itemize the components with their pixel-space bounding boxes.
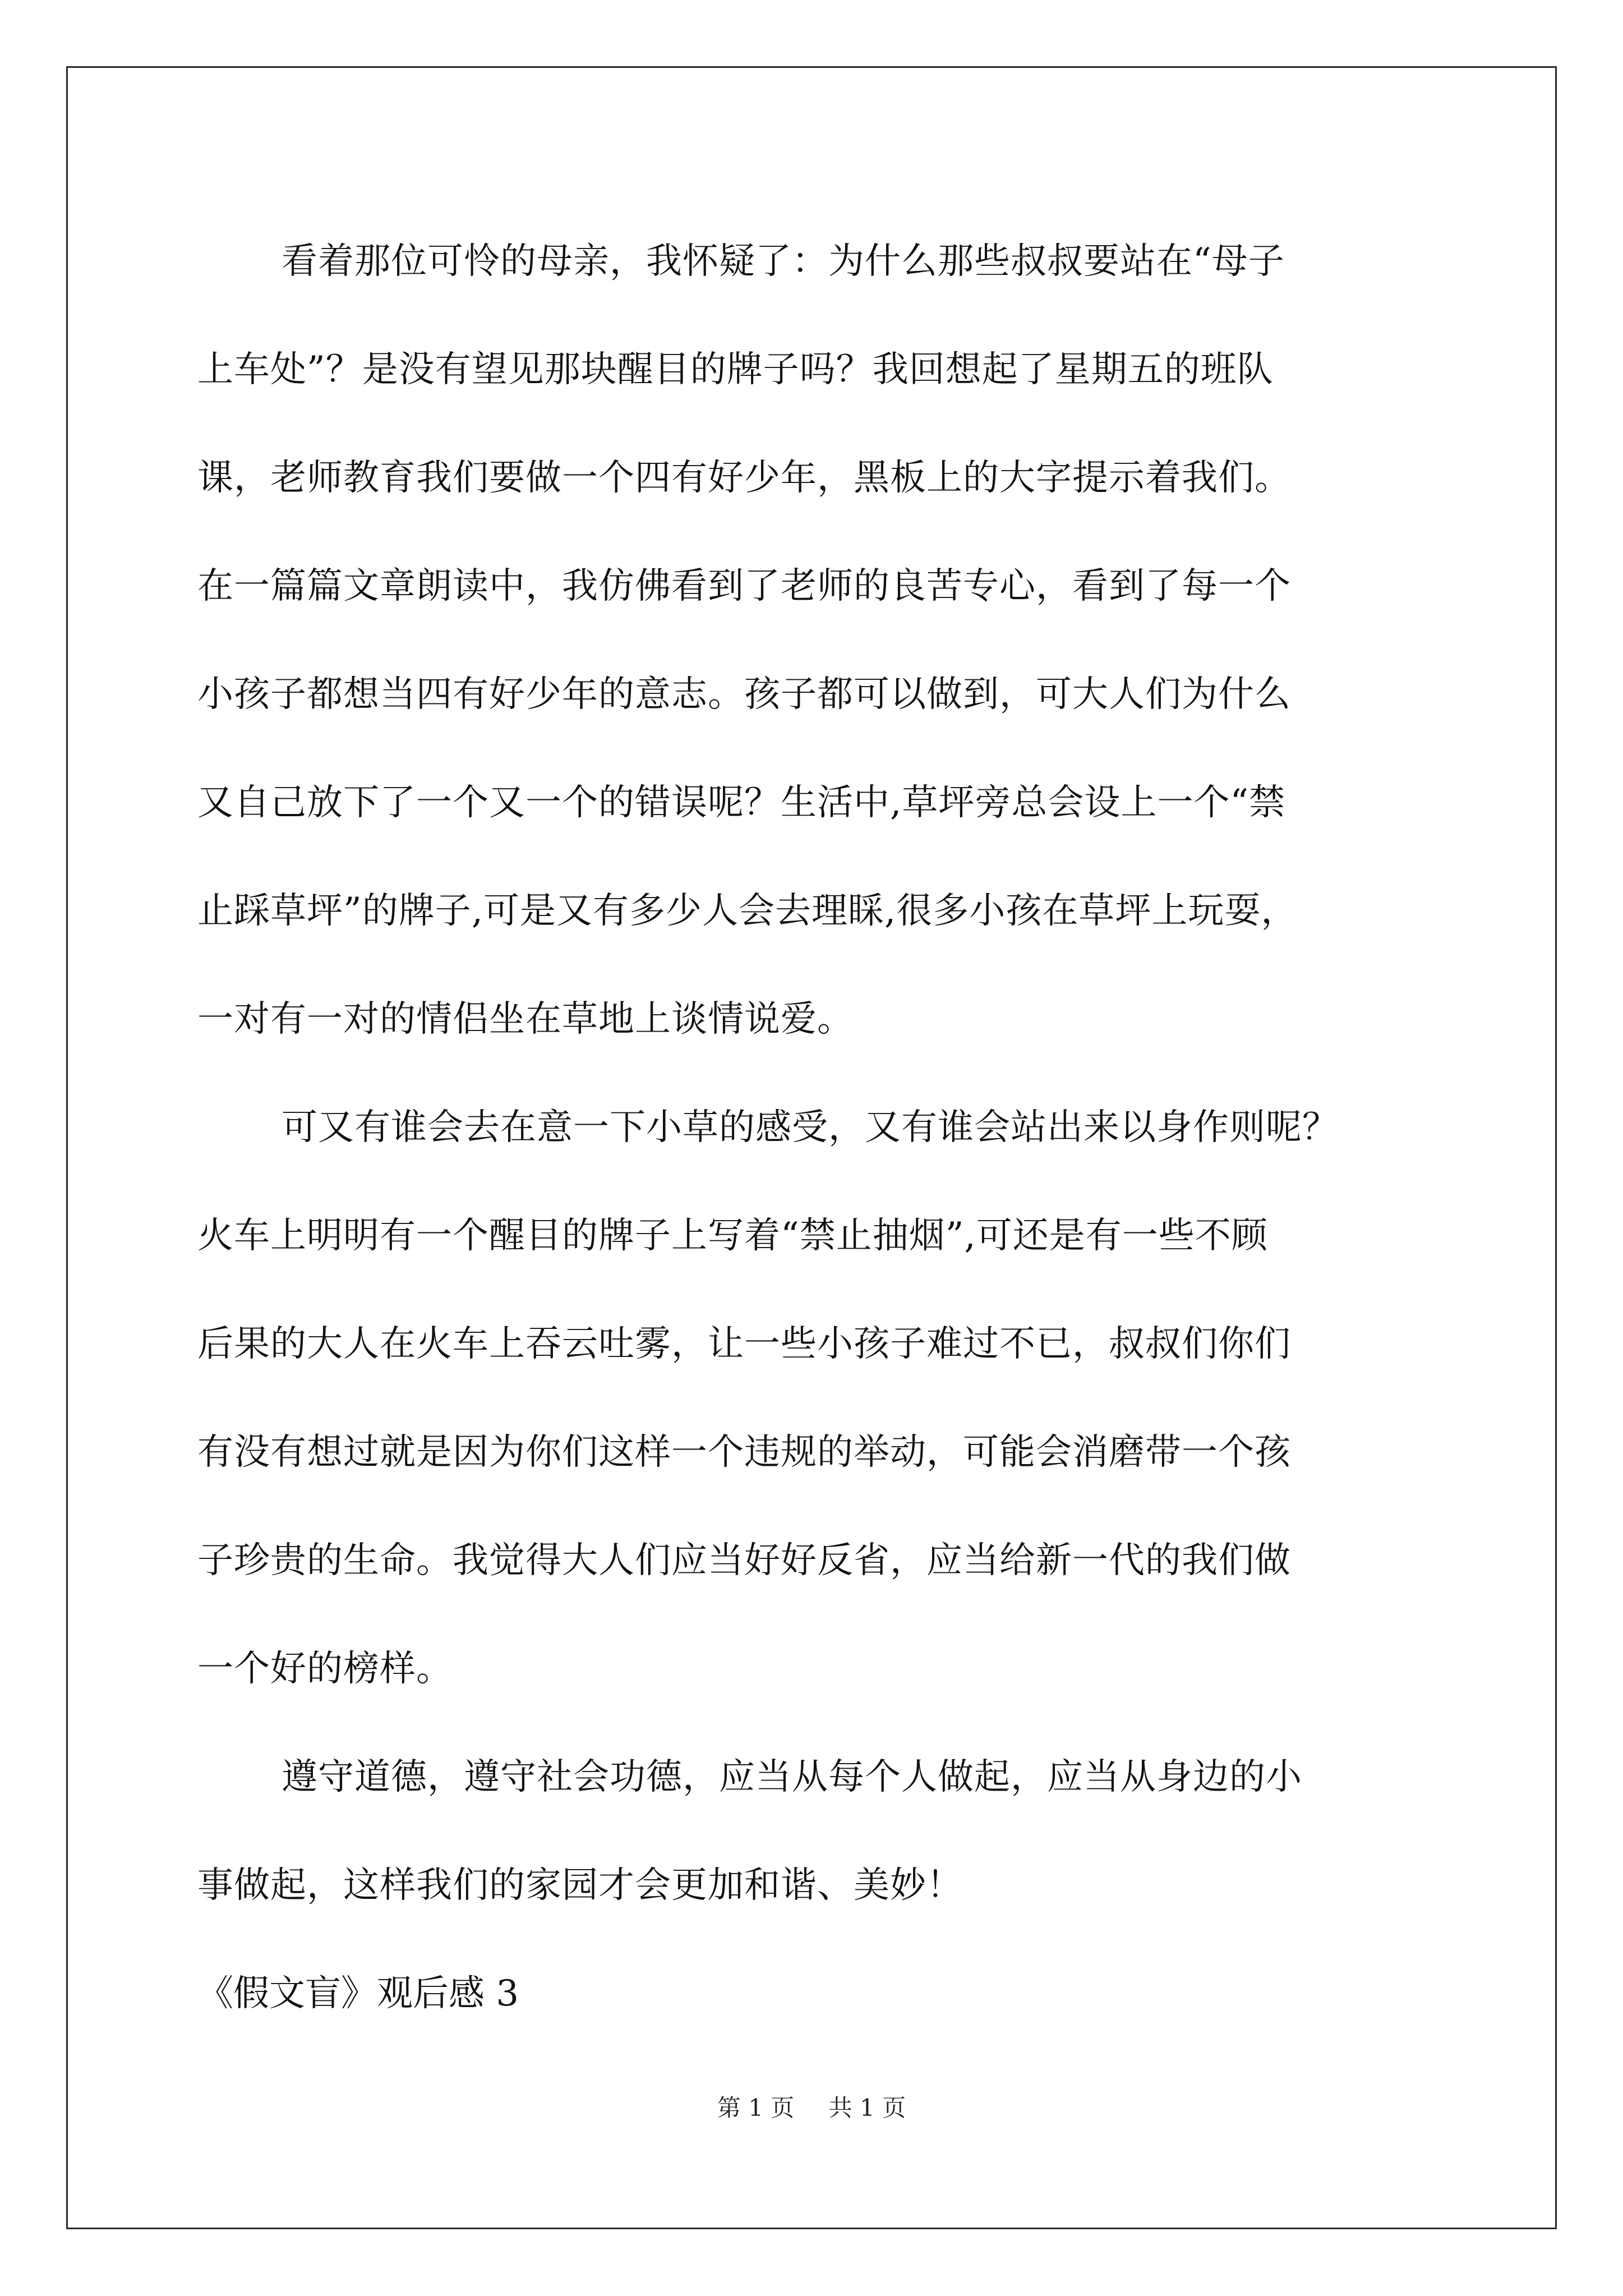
text-line: 后果的大人在火车上吞云吐雾，让一些小孩子难过不已，叔叔们你们 [197, 1323, 1291, 1365]
text-line: 课，老师教育我们要做一个四有好少年，黑板上的大字提示着我们。 [197, 457, 1291, 499]
text-line: 一对有一对的情侣坐在草地上谈情说爱。 [197, 999, 854, 1040]
page-total: 共 1 页 [828, 2094, 906, 2122]
page-number: 第 1 页 [717, 2094, 795, 2122]
document-body [197, 208, 1437, 2048]
text-line: 事做起，这样我们的家园才会更加和谐、美妙！ [197, 1865, 963, 1906]
text-line: 火车上明明有一个醒目的牌子上写着“禁止抽烟”,可还是有一些不顾 [197, 1215, 1268, 1257]
text-line: 子珍贵的生命。我觉得大人们应当好好反省，应当给新一代的我们做 [197, 1540, 1291, 1581]
text-line: 有没有想过就是因为你们这样一个违规的举动，可能会消磨带一个孩 [197, 1432, 1291, 1473]
text-line: 一个好的榜样。 [197, 1648, 453, 1690]
page-footer [0, 2091, 1623, 2125]
text-line: 又自己放下了一个又一个的错误呢？生活中,草坪旁总会设上一个“禁 [197, 782, 1286, 823]
text-line: 遵守道德，遵守社会功德，应当从每个人做起，应当从身边的小 [282, 1756, 1302, 1798]
section-heading: 《假文盲》观后感 3 [197, 1973, 519, 2014]
text-line: 可又有谁会去在意一下小草的感受，又有谁会站出来以身作则呢？ [282, 1107, 1339, 1148]
text-line: 在一篇篇文章朗读中，我仿佛看到了老师的良苦专心，看到了每一个 [197, 565, 1291, 607]
paragraph-3 [197, 1723, 1437, 1940]
text-line: 上车处”？是没有望见那块醒目的牌子吗？我回想起了星期五的班队 [197, 349, 1274, 390]
paragraph-2 [197, 1074, 1437, 1723]
text-line: 止踩草坪”的牌子,可是又有多少人会去理睬,很多小孩在草坪上玩耍， [197, 890, 1298, 932]
paragraph-1 [197, 208, 1437, 1074]
text-line: 看着那位可怜的母亲，我怀疑了：为什么那些叔叔要站在“母子 [282, 241, 1285, 282]
text-line: 小孩子都想当四有好少年的意志。孩子都可以做到，可大人们为什么 [197, 674, 1291, 715]
